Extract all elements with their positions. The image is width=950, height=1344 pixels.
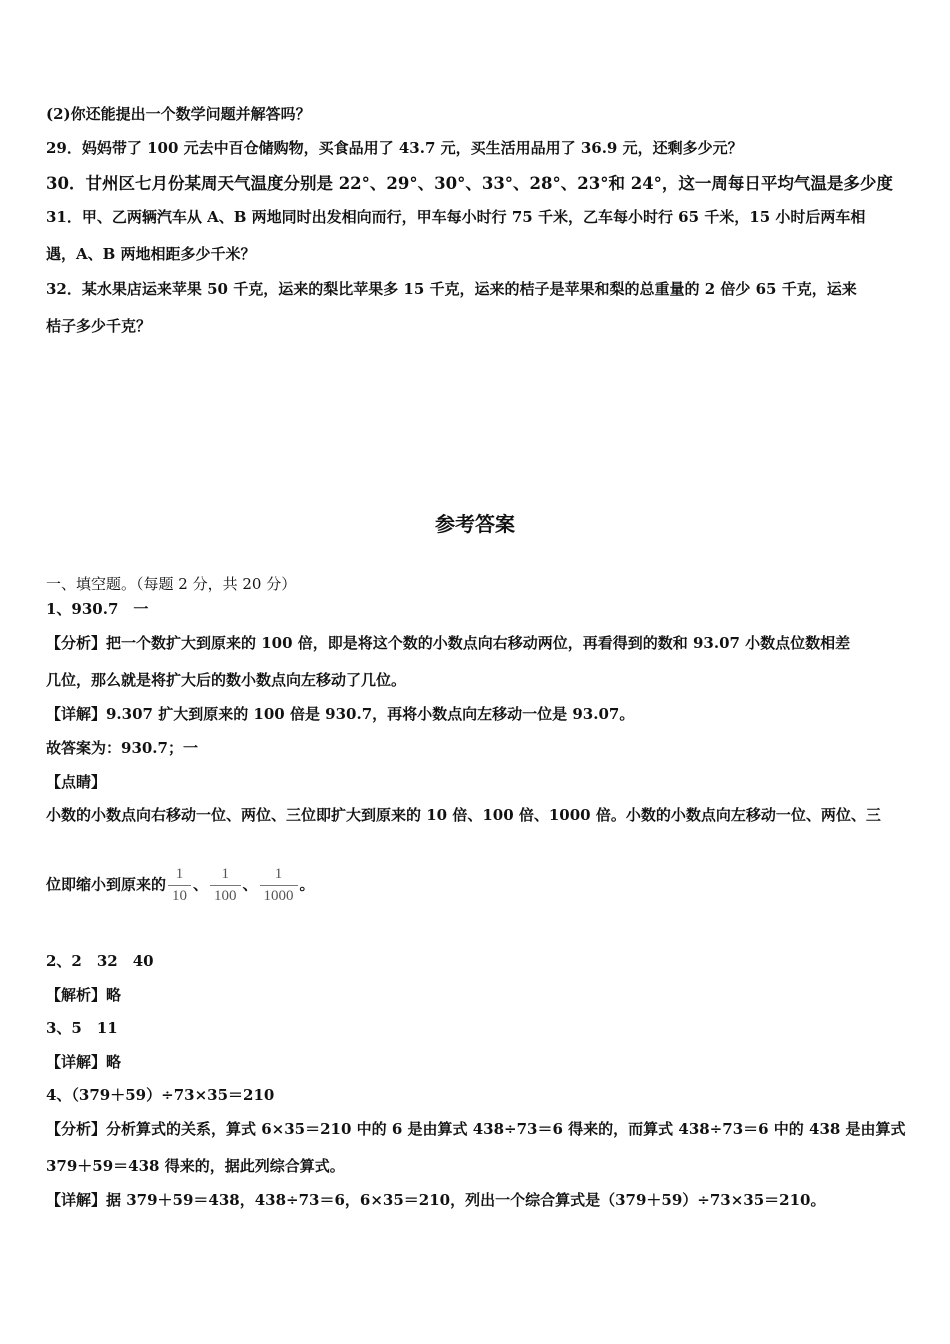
- question-32-line2: 桔子多少千克？: [46, 317, 152, 335]
- answer-1-analysis-line2: 几位，那么就是将扩大后的数小数点向左移动了几位。: [46, 671, 407, 689]
- fraction-denominator: 10: [172, 888, 188, 904]
- fraction-denominator: 100: [214, 888, 237, 904]
- answer-1-note-label: 【点睛】: [46, 773, 107, 791]
- note-prefix: 位即缩小到原来的: [46, 875, 167, 894]
- answer-4-analysis-line1: 【分析】分析算式的关系，算式 6×35＝210 中的 6 是由算式 438÷73＝6 得来的，而算式 438÷73＝6 中的 438 是由算式: [46, 1120, 906, 1138]
- fraction-denominator: 1000: [263, 888, 294, 904]
- fraction-hundredth: [210, 866, 241, 905]
- answer-1-note-line1: 小数的小数点向右移动一位、两位、三位即扩大到原来的 10 倍、100 倍、1000 倍。小数的小数点向左移动一位、两位、三: [46, 806, 881, 824]
- note-separator: 、: [193, 875, 209, 894]
- fraction-tenth: [168, 866, 191, 905]
- fraction-thousandth: [260, 866, 298, 905]
- answer-3: 3、5 11: [46, 1019, 118, 1037]
- answer-1-final: 故答案为：930.7；一: [46, 739, 198, 757]
- answer-1-detail: 【详解】9.307 扩大到原来的 100 倍是 930.7，再将小数点向左移动一位是 93.07。: [46, 705, 635, 723]
- fraction-numerator: 1: [260, 866, 298, 886]
- question-31-line1: 31．甲、乙两辆汽车从 A、B 两地同时出发相向而行，甲车每小时行 75 千米，乙车每小时行 65 千米，15 小时后两车相: [46, 208, 866, 226]
- answer-2-note: 【解析】略: [46, 986, 122, 1004]
- answer-4-analysis-line2: 379＋59＝438 得来的，据此列综合算式。: [46, 1157, 345, 1175]
- fraction-numerator: 1: [168, 866, 191, 886]
- question-28-part2: (2)你还能提出一个数学问题并解答吗？: [46, 105, 311, 123]
- answer-4-detail: 【详解】据 379＋59＝438，438÷73＝6，6×35＝210，列出一个综合算式是（379＋59）÷73×35＝210。: [46, 1191, 826, 1209]
- question-30: 30．甘州区七月份某周天气温度分别是 22°、29°、30°、33°、28°、23°和 24°，这一周每日平均气温是多少度: [46, 174, 893, 193]
- fraction-numerator: 1: [210, 866, 241, 886]
- note-separator: 、: [242, 875, 258, 894]
- answer-4: 4、（379＋59）÷73×35＝210: [46, 1086, 275, 1104]
- answer-1: 1、930.7 一: [46, 600, 149, 618]
- section-heading: 一、填空题。（每题 2 分，共 20 分）: [46, 575, 297, 593]
- answer-3-note: 【详解】略: [46, 1053, 122, 1071]
- question-29: 29．妈妈带了 100 元去中百仓储购物，买食品用了 43.7 元，买生活用品用了 36.9 元，还剩多少元？: [46, 139, 743, 157]
- answer-1-analysis-line1: 【分析】把一个数扩大到原来的 100 倍，即是将这个数的小数点向右移动两位，再看得到的数和 93.07 小数点位数相差: [46, 634, 851, 652]
- note-end: 。: [299, 875, 315, 894]
- answer-key-title: 参考答案: [435, 512, 515, 536]
- question-31-line2: 遇，A、B 两地相距多少千米？: [46, 245, 256, 263]
- question-32-line1: 32．某水果店运来苹果 50 千克，运来的梨比苹果多 15 千克，运来的桔子是苹果和梨的总重量的 2 倍少 65 千克，运来: [46, 280, 857, 298]
- answer-2: 2、2 32 40: [46, 952, 154, 970]
- answer-1-note-line2: [46, 866, 315, 905]
